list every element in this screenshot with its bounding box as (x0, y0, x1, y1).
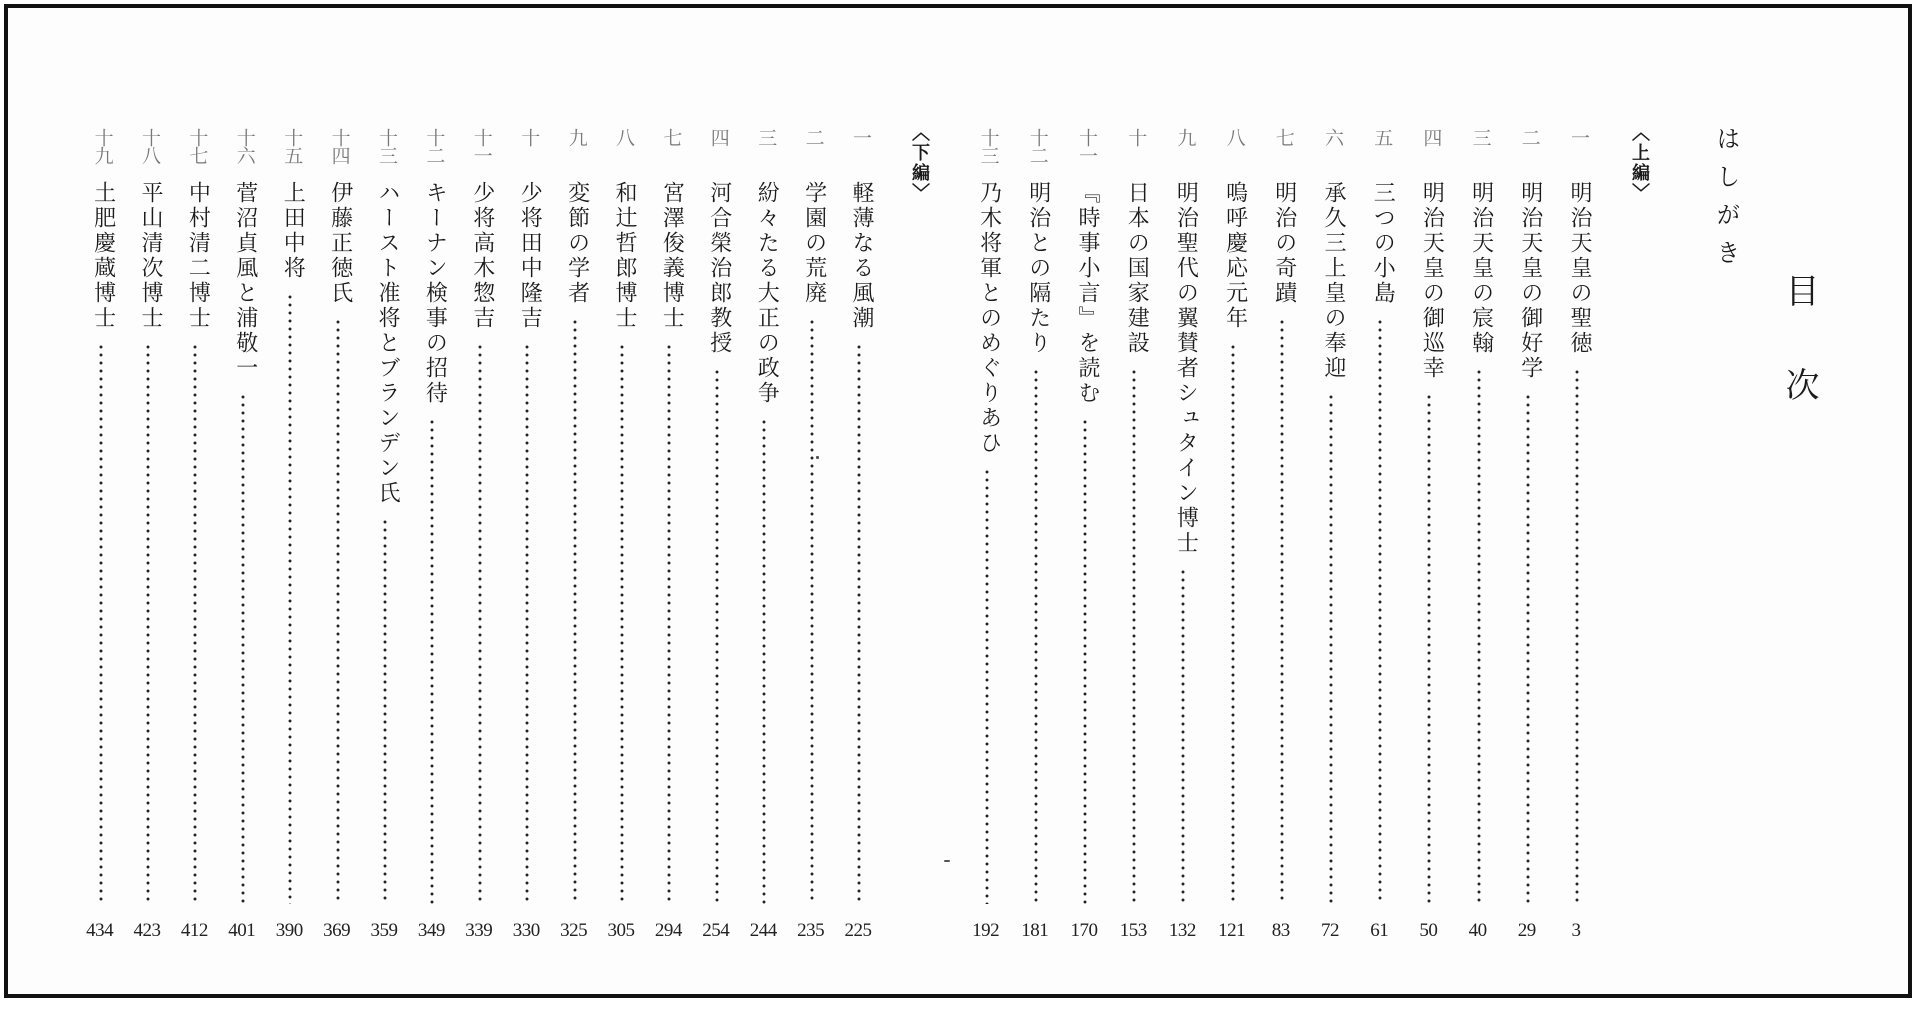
entry-page-number: 244 (749, 920, 777, 941)
entry-title: 中村清二博士 (185, 181, 211, 331)
entry-number: 十八 (139, 128, 161, 164)
entry-title: 宮澤俊義博士 (659, 181, 685, 331)
entry-title: 菅沼貞風と浦敬一 (232, 181, 258, 381)
dot-leader (985, 468, 989, 904)
entry-number: 四 (1420, 128, 1443, 146)
entry-title: 三つの小島 (1370, 181, 1396, 306)
dot-leader (1083, 418, 1087, 904)
dot-leader (1280, 318, 1284, 904)
entry-number: 八 (1223, 128, 1246, 146)
dot-leader (478, 343, 482, 904)
entry-page-number: 359 (370, 920, 398, 941)
entry-page-number: 181 (1021, 920, 1049, 941)
entry-page-number: 330 (512, 920, 540, 941)
entry-page-number: 401 (228, 920, 256, 941)
entry-page-number: 61 (1370, 920, 1389, 941)
dot-leader (620, 343, 624, 904)
entry-title: 『時事小言』を読む (1075, 181, 1100, 406)
dot-leader (857, 343, 861, 904)
entry-title: 乃木将軍とのめぐりあひ (976, 181, 1002, 456)
dot-leader (1575, 368, 1579, 904)
entry-title: 明治天皇の御巡幸 (1419, 181, 1445, 381)
entry-number: 四 (707, 128, 730, 146)
entry-page-number: 294 (654, 920, 682, 941)
entry-title: 伊藤正徳氏 (327, 181, 353, 306)
entry-number: 十二 (423, 128, 446, 164)
entry-page-number: 132 (1168, 920, 1196, 941)
dot-leader (573, 318, 577, 904)
entry-title: ハースト准将とブランデン氏 (375, 181, 400, 506)
entry-page-number: 412 (180, 920, 208, 941)
entry-page-number: 235 (797, 920, 825, 941)
dot-leader (430, 418, 434, 904)
entry-number: 十四 (328, 128, 351, 164)
entry-title: 少将田中隆吉 (517, 181, 543, 331)
entry-number: 三 (1469, 128, 1492, 146)
entry-number: 十 (518, 128, 541, 146)
entry-page-number: 153 (1119, 920, 1147, 941)
entry-number: 十五 (281, 128, 304, 164)
dot-leader (715, 368, 719, 904)
entry-number: 十一 (470, 128, 493, 164)
entry-number: 十三 (376, 128, 398, 164)
entry-number: 十六 (233, 128, 256, 164)
dot-leader (383, 518, 387, 904)
dot-leader (1427, 393, 1431, 904)
entry-title: 紛々たる大正の政争 (754, 181, 780, 406)
entry-page-number: 325 (560, 920, 588, 941)
dot-leader (1132, 368, 1136, 904)
entry-number: 一 (1568, 128, 1590, 146)
dot-leader (241, 393, 245, 904)
entry-number: 五 (1371, 128, 1394, 146)
dot-leader (1378, 318, 1382, 904)
dot-leader (762, 418, 766, 904)
entry-number: 六 (1322, 128, 1344, 146)
toc-title: 目次 (1779, 273, 1819, 461)
entry-number: 八 (613, 128, 635, 146)
entry-title: 明治の奇蹟 (1271, 181, 1297, 306)
entry-page-number: 225 (844, 920, 872, 941)
entry-page-number: 254 (702, 920, 730, 941)
entry-number: 一 (850, 128, 872, 146)
entry-page-number: 349 (417, 920, 445, 941)
entry-number: 三 (755, 128, 778, 146)
entry-number: 十 (1125, 128, 1148, 146)
entry-title: 明治天皇の宸翰 (1468, 181, 1494, 356)
part2-label: 〈下編〉 (909, 123, 930, 203)
entry-page-number: 390 (275, 920, 303, 941)
dot-leader (193, 343, 197, 904)
entry-number: 十七 (186, 128, 209, 164)
entry-title: 平山清次博士 (138, 181, 163, 331)
entry-page-number: 72 (1321, 920, 1339, 941)
dot-leader (525, 343, 529, 904)
entry-number: 二 (802, 128, 825, 146)
entry-number: 十二 (1026, 128, 1049, 164)
preface-entry: はしがき (1712, 126, 1740, 278)
entry-title: 変節の学者 (564, 181, 590, 306)
entry-page-number: 170 (1070, 920, 1098, 941)
entry-title: 軽薄なる風潮 (849, 181, 874, 331)
entry-number: 十一 (1076, 128, 1098, 164)
entry-title: 河合榮治郎教授 (706, 181, 732, 356)
entry-title: キーナン検事の招待 (422, 181, 448, 406)
dot-leader (288, 293, 292, 904)
entry-page-number: 434 (86, 920, 114, 941)
entry-title: 明治との隔たり (1025, 181, 1051, 356)
entry-page-number: 423 (133, 920, 161, 941)
dot-leader (810, 318, 814, 904)
entry-title: 明治聖代の翼賛者シュタイン博士 (1173, 181, 1199, 556)
entry-page-number: 339 (465, 920, 493, 941)
entry-title: 上田中将 (280, 181, 306, 281)
entry-title: 承久三上皇の奉迎 (1321, 181, 1346, 381)
entry-page-number: 40 (1468, 920, 1487, 941)
entry-page-number: 50 (1419, 920, 1438, 941)
dot-leader (1477, 368, 1481, 904)
entry-number: 七 (1272, 128, 1295, 146)
entry-number: 十九 (91, 128, 114, 164)
entry-page-number: 369 (323, 920, 351, 941)
paper-speck (944, 860, 950, 862)
entry-page-number: 192 (972, 920, 1000, 941)
entry-number: 十三 (977, 128, 1000, 164)
page-frame (4, 4, 1912, 998)
entry-page-number: 29 (1517, 920, 1536, 941)
entry-title: 日本の国家建設 (1124, 181, 1150, 356)
dot-leader (1034, 368, 1038, 904)
dot-leader (99, 343, 103, 904)
entry-page-number: 83 (1271, 920, 1290, 941)
dot-leader (1526, 393, 1530, 904)
entry-number: 二 (1518, 128, 1541, 146)
entry-title: 明治天皇の聖徳 (1567, 181, 1592, 356)
entry-title: 嗚呼慶応元年 (1222, 181, 1248, 331)
paper-speck (816, 456, 819, 459)
dot-leader (1329, 393, 1333, 904)
entry-title: 明治天皇の御好学 (1517, 181, 1543, 381)
entry-number: 九 (565, 128, 588, 146)
entry-title: 土肥慶蔵博士 (90, 181, 116, 331)
entry-title: 学園の荒廃 (801, 181, 827, 306)
entry-page-number: 305 (607, 920, 635, 941)
dot-leader (1231, 343, 1235, 904)
entry-page-number: 3 (1571, 920, 1581, 941)
dot-leader (336, 318, 340, 904)
dot-leader (1181, 568, 1185, 904)
part1-label: 〈上編〉 (1629, 123, 1650, 203)
dot-leader (667, 343, 671, 904)
dot-leader (146, 343, 150, 904)
entry-number: 九 (1174, 128, 1197, 146)
entry-title: 和辻哲郎博士 (612, 181, 637, 331)
entry-page-number: 121 (1218, 920, 1246, 941)
entry-title: 少将高木惣吉 (469, 181, 495, 331)
entry-number: 七 (660, 128, 683, 146)
